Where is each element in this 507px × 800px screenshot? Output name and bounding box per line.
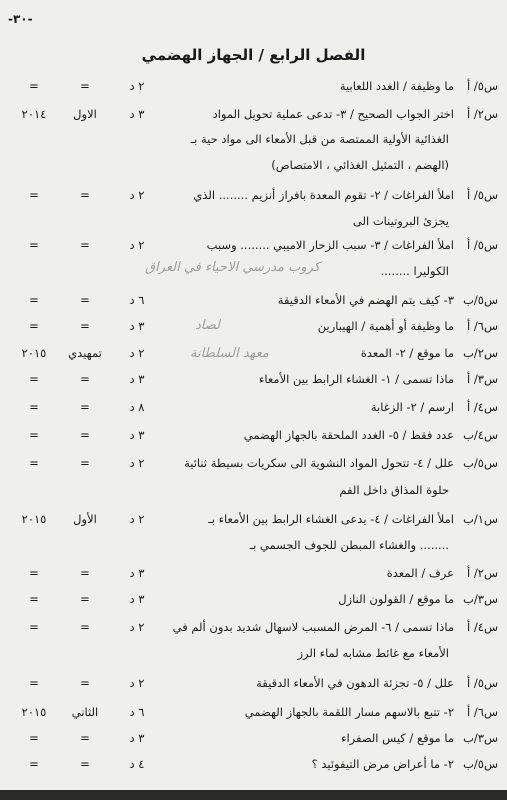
question-row	[0, 620, 507, 642]
question-row	[0, 705, 507, 727]
exam-year: =	[29, 456, 39, 470]
question-text: علل / ٥- تجزئة الدهون في الأمعاء الدقيقة	[256, 676, 454, 690]
exam-session: =	[80, 372, 90, 386]
question-row	[0, 676, 507, 698]
question-row	[0, 400, 507, 422]
exam-session: =	[80, 731, 90, 745]
question-number: س٣/ب	[463, 731, 498, 745]
question-row	[0, 456, 507, 478]
exam-year: =	[29, 592, 39, 606]
question-text: علل / ٤- تتحول المواد النشوية الى سكريات بسيطة ثنائية	[184, 456, 454, 470]
question-continuation: حلوة المذاق داخل الفم	[339, 483, 449, 497]
question-marks: ٣ د	[129, 107, 145, 121]
exam-year: =	[29, 79, 39, 93]
question-number: س٥/ أ	[467, 79, 498, 93]
exam-year: =	[29, 757, 39, 771]
exam-session: تمهيدي	[68, 346, 102, 360]
exam-year: =	[29, 372, 39, 386]
bottom-shadow-strip	[0, 790, 507, 800]
exam-session: =	[80, 319, 90, 333]
exam-session: =	[80, 592, 90, 606]
question-marks: ٣ د	[129, 428, 145, 442]
question-number: س٤/ أ	[467, 400, 498, 414]
exam-session: =	[80, 566, 90, 580]
exam-year: =	[29, 319, 39, 333]
question-number: س٥/ب	[463, 293, 498, 307]
question-row	[0, 79, 507, 101]
watermark-text: معهد السلطانة	[190, 346, 269, 361]
exam-year: =	[29, 566, 39, 580]
question-text: عرف / المعدة	[386, 566, 454, 580]
question-row	[0, 107, 507, 129]
watermark-text: كروب مدرسي الاحياء في العراق	[145, 260, 321, 275]
question-continuation: ........ والغشاء المبطن للجوف الجسمي بـ	[249, 538, 449, 552]
exam-year: =	[29, 731, 39, 745]
exam-year: =	[29, 400, 39, 414]
exam-year: ٢٠١٥	[21, 346, 47, 360]
exam-year: =	[29, 620, 39, 634]
question-number: س٣/ أ	[467, 372, 498, 386]
exam-session: الأول	[73, 512, 97, 526]
question-text: ارسم / ٢- الزغابة	[370, 400, 454, 414]
question-row	[0, 731, 507, 753]
question-number: س١/ب	[463, 512, 498, 526]
exam-session: =	[80, 238, 90, 252]
question-text: ٢- تتبع بالاسهم مسار اللقمة بالجهاز الهضمي	[244, 705, 454, 719]
question-text: ما وظيفة أو أهمية / الهيبارين	[317, 319, 454, 333]
question-continuation: الغذائية الأولية الممتصة من قبل الأمعاء الى مواد حية بـ	[190, 132, 449, 146]
question-continuation: الكوليرا ........	[380, 264, 449, 278]
question-row	[0, 372, 507, 394]
exam-session: الاول	[73, 107, 97, 121]
question-text: اختر الجواب الصحيح / ٣- تدعى عملية تحويل المواد	[212, 107, 454, 121]
question-row	[0, 319, 507, 341]
question-marks: ٨ د	[129, 400, 145, 414]
question-number: س٢/ب	[463, 346, 498, 360]
question-text: ما موقع / ٢- المعدة	[360, 346, 454, 360]
exam-year: ٢٠١٥	[21, 705, 47, 719]
question-text: ما موقع / القولون النازل	[338, 592, 454, 606]
question-number: س٢/ أ	[467, 566, 498, 580]
question-text: املأ الفراغات / ٤- يدعى الغشاء الرابط بين الأمعاء بـ	[208, 512, 454, 526]
question-text: ٣- كيف يتم الهضم في الأمعاء الدقيقة	[277, 293, 454, 307]
question-row	[0, 512, 507, 534]
exam-session: =	[80, 620, 90, 634]
question-marks: ٢ د	[129, 456, 145, 470]
question-marks: ٣ د	[129, 319, 145, 333]
exam-session: =	[80, 456, 90, 470]
question-text: ماذا تسمى / ٦- المرض المسبب لاسهال شديد بدون ألم في	[172, 620, 454, 634]
question-marks: ٣ د	[129, 372, 145, 386]
question-continuation: (الهضم ، التمثيل الغذائي ، الامتصاص)	[271, 158, 449, 172]
question-marks: ٣ د	[129, 592, 145, 606]
question-marks: ٢ د	[129, 512, 145, 526]
exam-year: =	[29, 676, 39, 690]
question-number: س٣/ب	[463, 592, 498, 606]
exam-session: =	[80, 293, 90, 307]
question-number: س٥/ أ	[467, 676, 498, 690]
question-text: عدد فقط / ٥- الغدد الملحقة بالجهاز الهضمي	[243, 428, 454, 442]
exam-session: =	[80, 400, 90, 414]
question-text: ما وظيفة / الغدد اللعابية	[339, 79, 454, 93]
question-text: املأ الفراغات / ٢- تقوم المعدة بافراز أنزيم ........ الذي	[193, 188, 454, 202]
question-text: ٢- ما أعراض مرض التيفوئيد ؟	[311, 757, 454, 771]
exam-year: =	[29, 293, 39, 307]
question-number: س٥/ أ	[467, 188, 498, 202]
exam-year: ٢٠١٥	[21, 512, 47, 526]
question-marks: ٢ د	[129, 188, 145, 202]
question-marks: ٣ د	[129, 731, 145, 745]
question-number: س٢/ أ	[467, 107, 498, 121]
question-text: ما موقع / كيس الصفراء	[341, 731, 454, 745]
exam-year: =	[29, 428, 39, 442]
exam-session: =	[80, 79, 90, 93]
question-number: س٥/ب	[463, 757, 498, 771]
question-text: املأ الفراغات / ٣- سبب الزحار الاميبي ........ وسبب	[206, 238, 454, 252]
question-marks: ٢ د	[129, 676, 145, 690]
exam-session: =	[80, 188, 90, 202]
question-marks: ٢ د	[129, 238, 145, 252]
question-number: س٤/ أ	[467, 620, 498, 634]
question-continuation: الأمعاء مع غائط مشابه لماء الرز	[297, 646, 449, 660]
exam-year: ٢٠١٤	[21, 107, 47, 121]
question-marks: ٦ د	[129, 705, 145, 719]
question-number: س٥/ أ	[467, 238, 498, 252]
question-number: س٥/ب	[463, 456, 498, 470]
question-row	[0, 428, 507, 450]
exam-session: الثاني	[71, 705, 99, 719]
exam-session: =	[80, 676, 90, 690]
question-marks: ٢ د	[129, 620, 145, 634]
exam-year: =	[29, 188, 39, 202]
question-number: س٦/ أ	[467, 319, 498, 333]
watermark-text: لصاد	[195, 318, 220, 333]
exam-year: =	[29, 238, 39, 252]
question-marks: ٢ د	[129, 346, 145, 360]
question-row	[0, 757, 507, 779]
question-marks: ٦ د	[129, 293, 145, 307]
question-row	[0, 566, 507, 588]
exam-session: =	[80, 757, 90, 771]
question-number: س٦/ أ	[467, 705, 498, 719]
exam-session: =	[80, 428, 90, 442]
question-marks: ٤ د	[129, 757, 145, 771]
question-row	[0, 592, 507, 614]
page-number: -٣٠-	[8, 12, 33, 26]
question-continuation: يجزئ البروتينات الى	[352, 214, 449, 228]
question-number: س٤/ب	[463, 428, 498, 442]
question-row	[0, 293, 507, 315]
question-marks: ٣ د	[129, 566, 145, 580]
question-row	[0, 188, 507, 210]
question-text: ماذا تسمى / ١- الغشاء الرابط بين الأمعاء	[258, 372, 454, 386]
question-row	[0, 238, 507, 260]
chapter-title: الفصل الرابع / الجهاز الهضمي	[141, 46, 366, 64]
question-marks: ٢ د	[129, 79, 145, 93]
